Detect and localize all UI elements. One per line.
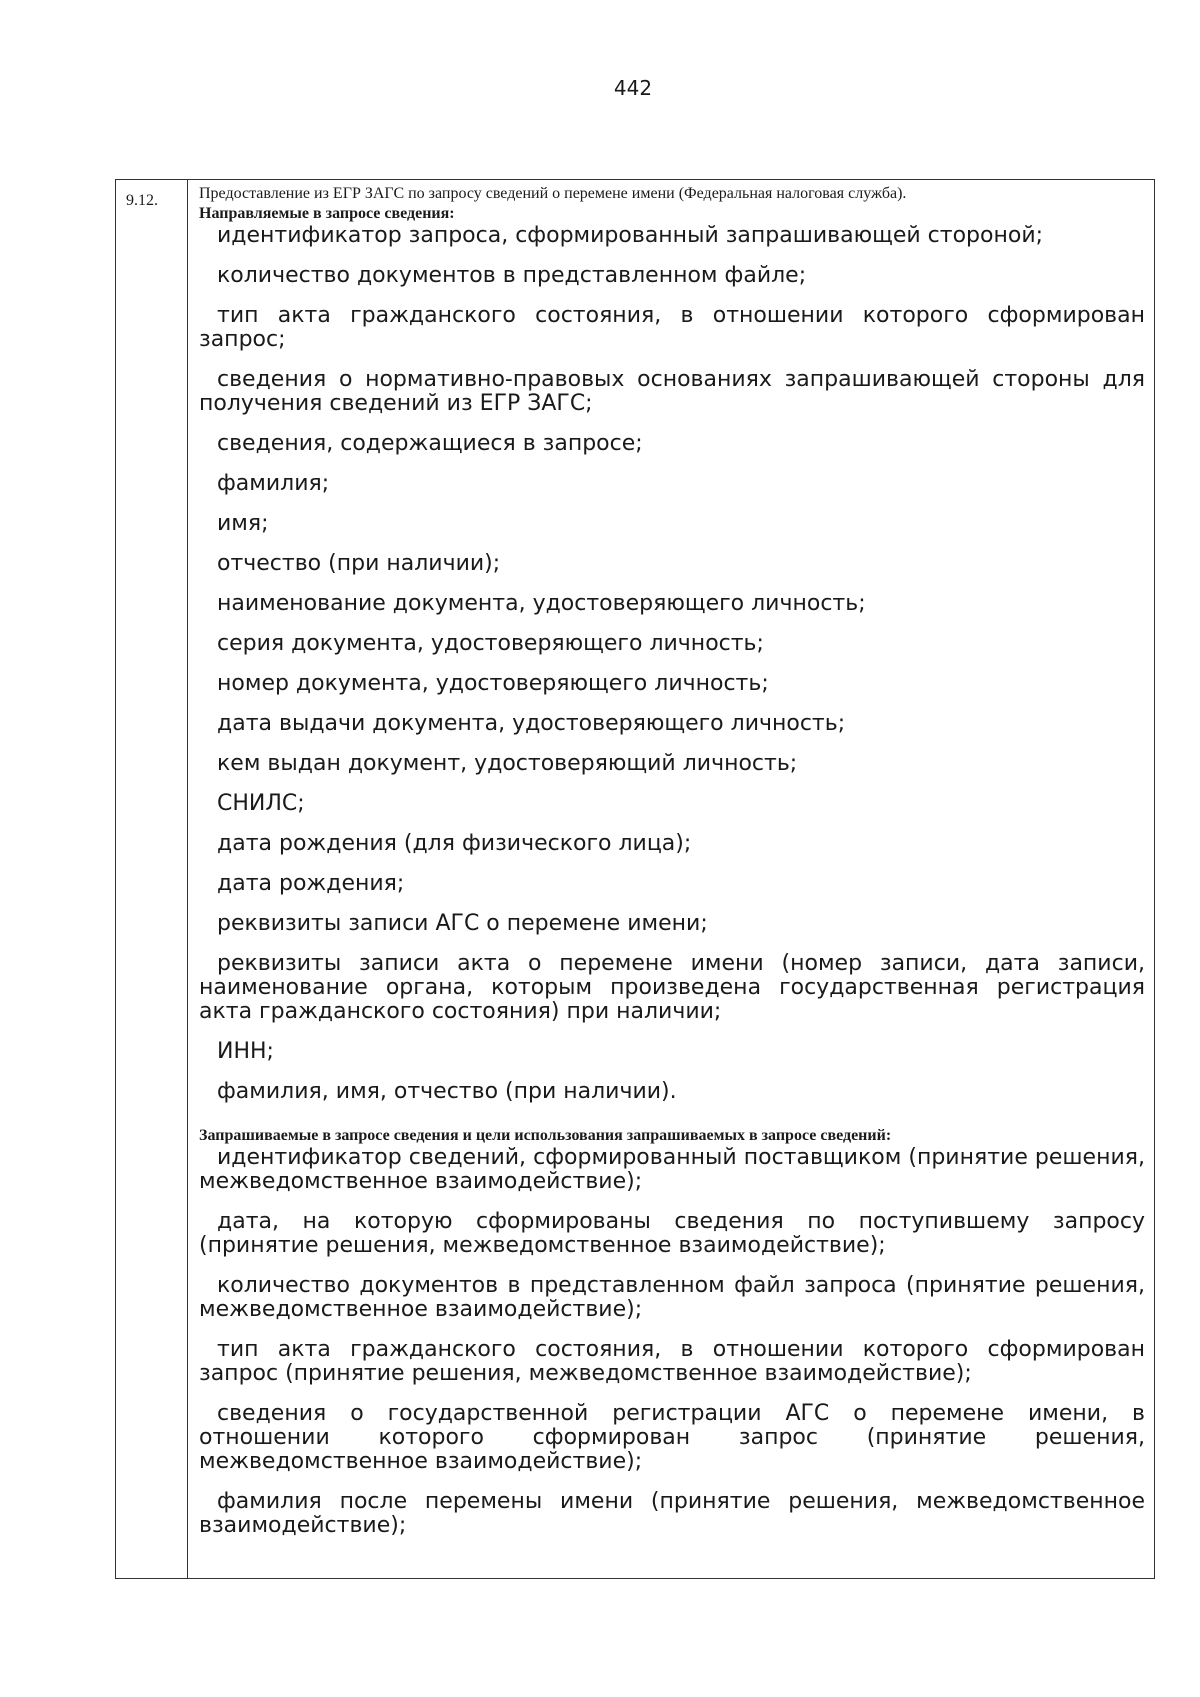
sent-data-list xyxy=(199,224,1145,1104)
list-item: фамилия после перемены имени (принятие решения, межведомственное взаимодействие); xyxy=(199,1489,1145,1538)
row-number: 9.12. xyxy=(126,192,158,209)
list-item: фамилия; xyxy=(217,471,330,496)
list-item: кем выдан документ, удостоверяющий личность; xyxy=(217,751,798,776)
requested-data-list xyxy=(199,1146,1145,1538)
list-item: серия документа, удостоверяющего личность; xyxy=(217,631,764,656)
list-item: идентификатор сведений, сформированный поставщиком (принятие решения, межведомственное взаимодействие); xyxy=(199,1145,1145,1194)
list-item: фамилия, имя, отчество (при наличии). xyxy=(217,1079,677,1104)
list-item: сведения о государственной регистрации АГС о перемене имени, в отношении которого сформирован запрос (принятие решения, межведомственное взаимодействие); xyxy=(199,1401,1145,1474)
list-item: идентификатор запроса, сформированный запрашивающей стороной; xyxy=(217,223,1044,248)
list-item: тип акта гражданского состояния, в отношении которого сформирован запрос (принятие решения, межведомственное взаимодействие); xyxy=(199,1337,1145,1386)
requested-data-heading: Запрашиваемые в запросе сведения и цели использования запрашиваемых в запросе сведений: xyxy=(199,1127,892,1144)
list-item: тип акта гражданского состояния, в отношении которого сформирован запрос; xyxy=(199,303,1145,352)
list-item: дата выдачи документа, удостоверяющего личность; xyxy=(217,711,846,736)
row-content xyxy=(199,184,1145,1554)
list-item: СНИЛС; xyxy=(217,791,305,816)
list-item: номер документа, удостоверяющего личность; xyxy=(217,671,769,696)
list-item: имя; xyxy=(217,511,269,536)
list-item: наименование документа, удостоверяющего личность; xyxy=(217,591,866,616)
list-item: реквизиты записи акта о перемене имени (номер записи, дата записи, наименование органа, которым произведена государственная регистрация акта гражданского состояния) при наличии; xyxy=(199,951,1145,1024)
column-divider xyxy=(187,180,188,1578)
list-item: сведения, содержащиеся в запросе; xyxy=(217,431,643,456)
list-item: отчество (при наличии); xyxy=(217,551,501,576)
list-item: реквизиты записи АГС о перемене имени; xyxy=(217,911,708,936)
page-number: 442 xyxy=(613,76,653,100)
list-item: количество документов в представленном файле; xyxy=(217,263,807,288)
list-item: дата, на которую сформированы сведения по поступившему запросу (принятие решения, межведомственное взаимодействие); xyxy=(199,1209,1145,1258)
list-item: дата рождения (для физического лица); xyxy=(217,831,692,856)
row-title: Предоставление из ЕГР ЗАГС по запросу сведений о перемене имени (Федеральная налоговая служба). xyxy=(199,185,907,202)
list-item: дата рождения; xyxy=(217,871,405,896)
list-item: ИНН; xyxy=(217,1039,274,1064)
list-item: сведения о нормативно-правовых основаниях запрашивающей стороны для получения сведений из ЕГР ЗАГС; xyxy=(199,367,1145,416)
sent-data-heading: Направляемые в запросе сведения: xyxy=(199,205,455,222)
document-table xyxy=(115,179,1155,1579)
list-item: количество документов в представленном файл запроса (принятие решения, межведомственное взаимодействие); xyxy=(199,1273,1145,1322)
